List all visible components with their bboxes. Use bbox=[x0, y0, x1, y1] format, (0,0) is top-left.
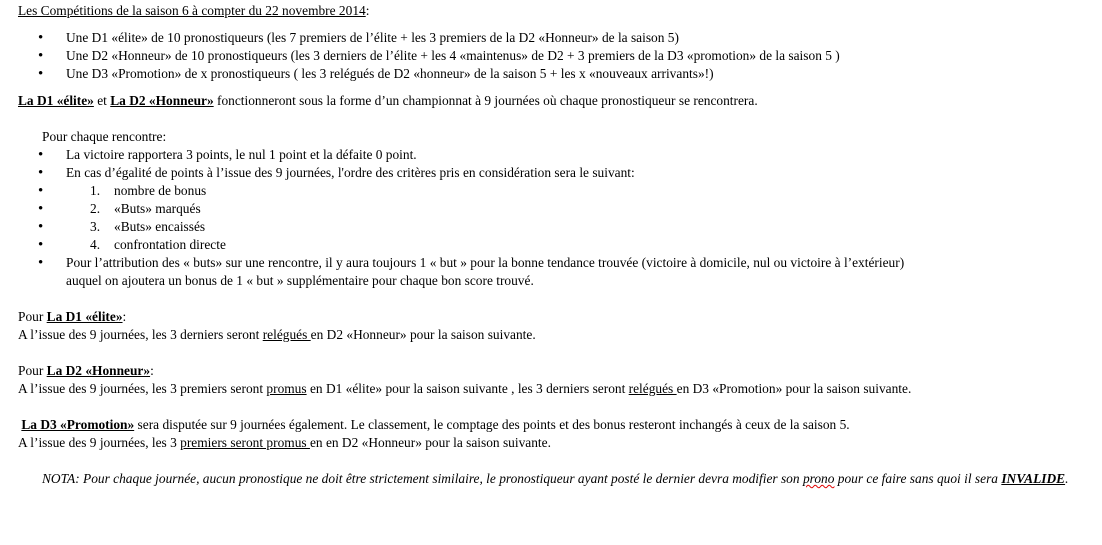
pour-chaque-label: Pour chaque rencontre: bbox=[42, 129, 167, 144]
tie-text: En cas d’égalité de points à l’issue des 9 journées, l'ordre des critères pris en considération sera le suivant: bbox=[66, 165, 635, 180]
buts-line-2: auquel on ajoutera un bonus de 1 « but » supplémentaire pour chaque bon score trouvé. bbox=[66, 273, 534, 288]
d2-text-c: en D3 «Promotion» pour la saison suivante. bbox=[676, 381, 912, 396]
criteria-num: • 1. bbox=[90, 183, 101, 198]
champ-rest: fonctionneront sous la forme d’un championnat à 9 journées où chaque pronostiqueur se rencontrera. bbox=[213, 93, 758, 108]
d3-text-b: A l’issue des 9 journées, les 3 bbox=[18, 435, 181, 450]
d1-pour: Pour bbox=[18, 309, 47, 324]
rules-list bbox=[18, 146, 1098, 290]
criteria-num: • 2. bbox=[90, 201, 101, 216]
criteria-item bbox=[18, 218, 1098, 236]
d1-title: La D1 «élite» bbox=[18, 93, 94, 108]
d2-pour: Pour bbox=[18, 363, 47, 378]
d2-title: La D2 «Honneur» bbox=[110, 93, 214, 108]
d2-relegues: relégués bbox=[628, 381, 677, 396]
d2-promus: promus bbox=[266, 381, 307, 396]
nota-invalide: INVALIDE bbox=[1001, 471, 1066, 486]
buts-line-1: • Pour l’attribution des « buts» sur une rencontre, il y aura toujours 1 « but » pour la bonne tendance trouvée (victoire à domicile, nul ou victoire à l’extérieur) bbox=[66, 255, 905, 270]
d2-text-a: A l’issue des 9 journées, les 3 premiers seront bbox=[18, 381, 267, 396]
criteria-num: • 3. bbox=[90, 219, 101, 234]
heading-colon: : bbox=[365, 3, 370, 18]
criteria-text: «Buts» encaissés bbox=[114, 219, 206, 234]
d3-promus: premiers seront promus bbox=[180, 435, 310, 450]
criteria-text: nombre de bonus bbox=[114, 183, 207, 198]
d1-section-text bbox=[18, 326, 1098, 344]
criteria-item bbox=[18, 200, 1098, 218]
list-item-tie bbox=[18, 164, 1098, 254]
criteria-text: confrontation directe bbox=[114, 237, 226, 252]
d3-section-title: La D3 «Promotion» bbox=[21, 417, 135, 432]
d1-section-title: La D1 «élite» bbox=[46, 309, 123, 324]
list-item-victory: • La victoire rapportera 3 points, le nul 1 point et la défaite 0 point. bbox=[18, 146, 1098, 164]
heading bbox=[18, 2, 1098, 20]
criteria-num: • 4. bbox=[90, 237, 101, 252]
criteria-list bbox=[18, 182, 1098, 254]
d1-colon: : bbox=[122, 309, 127, 324]
d1-text-b: en D2 «Honneur» pour la saison suivante. bbox=[310, 327, 536, 342]
nota-paragraph bbox=[18, 470, 1092, 488]
d1-text-a: A l’issue des 9 journées, les 3 derniers seront bbox=[18, 327, 263, 342]
list-item-d2: • Une D2 «Honneur» de 10 pronostiqueurs (les 3 derniers de l’élite + les 4 «maintenus» de D2 + 3 premiers de la D3 «promotion» de la saison 5 ) bbox=[18, 47, 1098, 65]
d3-text-a: sera disputée sur 9 journées également. Le classement, le comptage des points et des bonus resteront inchangés à ceux de la saison 5. bbox=[134, 417, 850, 432]
d3-section-line-1 bbox=[18, 416, 1098, 434]
champ-et: et bbox=[93, 93, 111, 108]
list-item-d1: • Une D1 «élite» de 10 pronostiqueurs (les 7 premiers de l’élite + les 3 premiers de la D2 «Honneur» de la saison 5) bbox=[18, 29, 1098, 47]
divisions-list bbox=[18, 29, 1098, 83]
list-item-d3: • Une D3 «Promotion» de x pronostiqueurs ( les 3 relégués de D2 «honneur» de la saison 5 + les x «nouveaux arrivants»!) bbox=[18, 65, 1098, 83]
nota-text-b: pour ce faire sans quoi il sera bbox=[834, 471, 1002, 486]
d2-section-text bbox=[18, 380, 1098, 398]
criteria-text: «Buts» marqués bbox=[114, 201, 201, 216]
d1-section-heading bbox=[18, 308, 1098, 326]
d2-colon: : bbox=[150, 363, 154, 378]
d2-text-b: en D1 «élite» pour la saison suivante , les 3 derniers seront bbox=[306, 381, 629, 396]
list-item-buts bbox=[18, 254, 1098, 290]
criteria-item bbox=[18, 182, 1098, 200]
d2-section-heading bbox=[18, 362, 1098, 380]
document bbox=[18, 2, 1098, 488]
d1-relegues: relégués bbox=[262, 327, 311, 342]
d2-section-title: La D2 «Honneur» bbox=[46, 363, 151, 378]
d3-text-c: en en D2 «Honneur» pour la saison suivante. bbox=[309, 435, 551, 450]
criteria-item bbox=[18, 236, 1098, 254]
nota-prono: prono bbox=[802, 471, 835, 486]
heading-text: Les Compétitions de la saison 6 à compter du 22 novembre 2014 bbox=[18, 3, 366, 18]
nota-text-c: . bbox=[1065, 471, 1069, 486]
championship-paragraph bbox=[18, 92, 1098, 110]
nota-text-a: NOTA: Pour chaque journée, aucun pronostique ne doit être strictement similaire, le pronostiqueur ayant posté le dernier devra modifier son bbox=[42, 471, 803, 486]
d3-section-line-2 bbox=[18, 434, 1098, 452]
